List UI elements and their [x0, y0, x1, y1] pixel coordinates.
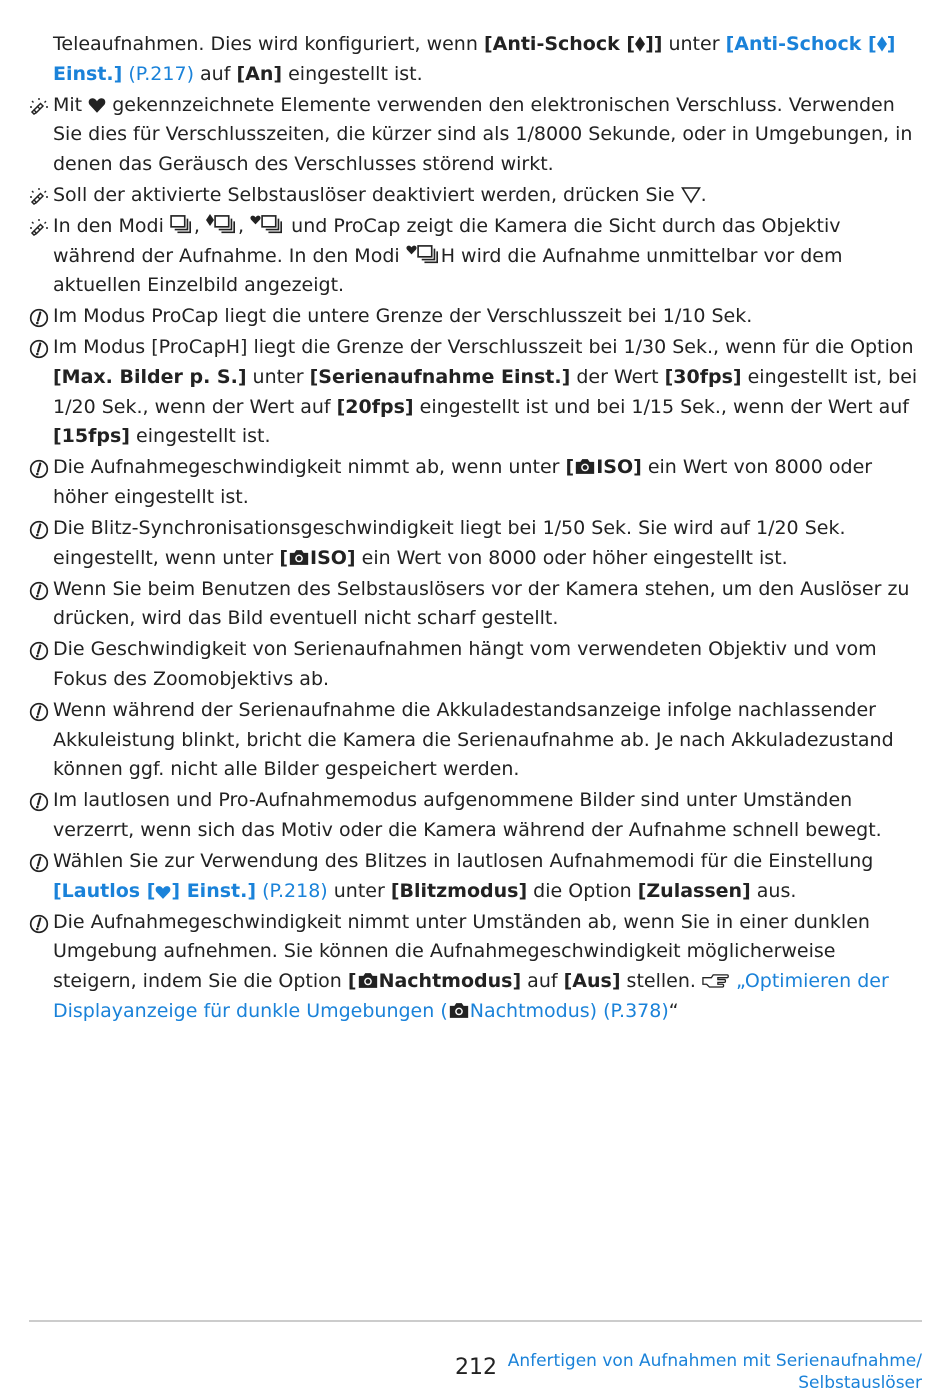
- text: .: [700, 183, 707, 206]
- link-text: [Lautlos [: [53, 879, 156, 902]
- value-15fps: [15fps]: [53, 425, 130, 448]
- text: ein Wert von 8000 oder höher eingestellt ist.: [355, 546, 788, 569]
- sequential-shooting-icon: [261, 215, 285, 235]
- sequential-shooting-icon: [417, 245, 441, 265]
- caution-note-icon: [29, 459, 49, 479]
- anti-shock-label-end: ]]: [645, 33, 663, 55]
- text: Wählen Sie zur Verwendung des Blitzes in lautlosen Aufnahmemodi für die Einstellung: [53, 850, 874, 873]
- allow-label: [Zulassen]: [637, 879, 751, 902]
- max-frames-label: [Max. Bilder p. S.]: [53, 366, 247, 389]
- text: aus.: [750, 879, 797, 902]
- note-item: [29, 333, 924, 451]
- page-reference: (P.217): [128, 62, 194, 85]
- anti-shock-icon: [877, 35, 887, 53]
- page-number: 212: [455, 1355, 497, 1380]
- value-20fps: [20fps]: [336, 395, 414, 418]
- sequential-settings-label: [Serienaufnahme Einst.]: [309, 366, 571, 389]
- continuation-paragraph: [29, 30, 924, 89]
- caution-note-icon: [29, 641, 49, 661]
- text: unter: [246, 366, 310, 389]
- note-item: [29, 696, 924, 785]
- text: die Option: [527, 879, 638, 902]
- lightbulb-tip-icon: [29, 187, 49, 207]
- note-item: [29, 453, 924, 512]
- heart-icon: [155, 885, 171, 900]
- section-title-line: Anfertigen von Aufnahmen mit Serienaufnahme/: [507, 1351, 922, 1371]
- camera-icon: [357, 971, 379, 990]
- tip-item: [29, 212, 924, 301]
- tip-item: [29, 91, 924, 180]
- note-item: [29, 635, 924, 694]
- section-title-line: Selbstauslöser: [798, 1373, 922, 1393]
- footer-divider: [29, 1320, 922, 1322]
- text: Wenn Sie beim Benutzen des Selbstauslösers vor der Kamera stehen, um den Auslöser zu drücken, wird das Bild eventuell nicht scharf gestellt.: [53, 577, 910, 630]
- text: eingestellt ist.: [129, 425, 271, 448]
- note-item: [29, 302, 924, 332]
- heart-icon: [406, 245, 417, 255]
- lightbulb-tip-icon: [29, 218, 49, 238]
- text: eingestellt ist, bei 1/20 Sek., wenn der Wert auf: [53, 366, 918, 418]
- caution-note-icon: [29, 339, 49, 359]
- anti-shock-icon: [635, 35, 645, 53]
- text: unter: [662, 33, 726, 55]
- text: auf: [194, 62, 237, 85]
- page-content: [29, 30, 924, 1028]
- text: Im Modus [ProCapH] liegt die Grenze der Verschlusszeit bei 1/30 Sek., wenn für die Option: [53, 336, 914, 359]
- heart-icon: [250, 215, 261, 225]
- caution-note-icon: [29, 581, 49, 601]
- section-title-link[interactable]: [508, 1350, 922, 1394]
- text: der Wert: [570, 366, 665, 389]
- pointing-hand-icon: [702, 971, 730, 990]
- down-triangle-icon: [681, 186, 701, 204]
- anti-shock-icon: [206, 214, 214, 226]
- link-text: „Optimieren der Displayanzeige für dunkle Umgebungen (: [53, 969, 889, 1022]
- note-item: [29, 514, 924, 573]
- link-text: ] Einst.]: [53, 33, 896, 85]
- bracket: [: [279, 546, 288, 569]
- silent-settings-link[interactable]: [53, 880, 328, 902]
- camera-icon: [448, 1001, 470, 1020]
- bracket: [: [347, 969, 357, 992]
- flash-mode-label: [Blitzmodus]: [390, 879, 528, 902]
- off-label: [Aus]: [563, 969, 621, 992]
- caution-note-icon: [29, 914, 49, 934]
- tip-item: [29, 181, 924, 211]
- text: ,: [193, 215, 207, 238]
- text: Teleaufnahmen. Dies wird konfiguriert, wenn: [53, 33, 484, 55]
- note-item: [29, 575, 924, 634]
- text: Die Geschwindigkeit von Serienaufnahmen hängt vom verwendeten Objektiv und vom Fokus des Zoomobjektivs ab.: [53, 638, 877, 690]
- link-text: [Anti-Schock [: [725, 33, 877, 55]
- text: Die Aufnahmegeschwindigkeit nimmt unter Umständen ab, wenn Sie in einer dunklen Umgebung aufnehmen. Sie können die Aufnahmegeschwindigkeit möglicherweise steigern, indem Sie die Option: [53, 910, 870, 992]
- link-text: Nachtmodus) (P.378): [469, 999, 669, 1022]
- sequential-shooting-icon: [170, 215, 194, 235]
- text: Soll der aktivierte Selbstauslöser deaktiviert werden, drücken Sie: [53, 183, 681, 206]
- text: Wenn während der Serienaufnahme die Akkuladestandsanzeige infolge nachlassender Akkuleistung blinkt, bricht die Kamera die Serienaufnahme ab. Je nach Akkuladezustand können ggf. nicht alle Bilder gespeichert werden.: [53, 699, 894, 781]
- anti-shock-label: [Anti-Schock [: [483, 33, 636, 55]
- text: und ProCap zeigt die Kamera die Sicht durch das Objektiv während der Aufnahme. In den Modi: [53, 215, 841, 267]
- text: “: [668, 999, 679, 1022]
- text: Die Aufnahmegeschwindigkeit nimmt ab, wenn unter: [53, 456, 566, 479]
- text: In den Modi: [53, 215, 170, 238]
- text: Mit: [53, 93, 89, 116]
- caution-note-icon: [29, 702, 49, 722]
- iso-label: ISO]: [596, 456, 642, 479]
- sequential-shooting-icon: [214, 215, 238, 235]
- caution-note-icon: [29, 853, 49, 873]
- page-reference: (P.218): [262, 879, 328, 902]
- text: ,: [238, 215, 251, 238]
- heart-icon: [88, 97, 106, 114]
- link-text: ] Einst.]: [171, 879, 257, 902]
- lightbulb-tip-icon: [29, 97, 49, 117]
- bracket: [: [565, 456, 575, 479]
- night-mode-label: Nachtmodus]: [378, 969, 522, 992]
- camera-icon: [574, 457, 596, 476]
- text: auf: [521, 969, 564, 992]
- text: unter: [327, 879, 391, 902]
- note-item: [29, 847, 924, 906]
- note-item: [29, 786, 924, 845]
- text: eingestellt ist und bei 1/15 Sek., wenn der Wert auf: [413, 395, 909, 418]
- text: stellen.: [620, 969, 702, 992]
- text: Die Blitz-Synchronisationsgeschwindigkeit liegt bei 1/50 Sek. Sie wird auf 1/20 Sek. eingestellt, wenn unter: [53, 517, 846, 569]
- camera-icon: [288, 548, 310, 567]
- text: ein Wert von 8000 oder höher eingestellt ist.: [53, 456, 873, 508]
- caution-note-icon: [29, 308, 49, 328]
- caution-note-icon: [29, 792, 49, 812]
- caution-note-icon: [29, 520, 49, 540]
- text: Im Modus ProCap liegt die untere Grenze der Verschlusszeit bei 1/10 Sek.: [53, 305, 753, 328]
- text: eingestellt ist.: [282, 62, 423, 85]
- iso-label: ISO]: [310, 546, 356, 569]
- text: Im lautlosen und Pro-Aufnahmemodus aufgenommene Bilder sind unter Umständen verzerrt, wenn sich das Motiv oder die Kamera während der Aufnahme schnell bewegt.: [53, 789, 882, 841]
- text: H wird die Aufnahme unmittelbar vor dem aktuellen Einzelbild angezeigt.: [53, 244, 843, 297]
- note-item: [29, 908, 924, 1026]
- text: gekennzeichnete Elemente verwenden den elektronischen Verschluss. Verwenden Sie dies für Verschlusszeiten, die kürzer sind als 1/8000 Sekunde, oder in Umgebungen, in denen das Geräusch des Verschlusses störend wirkt.: [53, 93, 913, 175]
- on-label: [An]: [236, 62, 283, 85]
- value-30fps: [30fps]: [664, 366, 742, 389]
